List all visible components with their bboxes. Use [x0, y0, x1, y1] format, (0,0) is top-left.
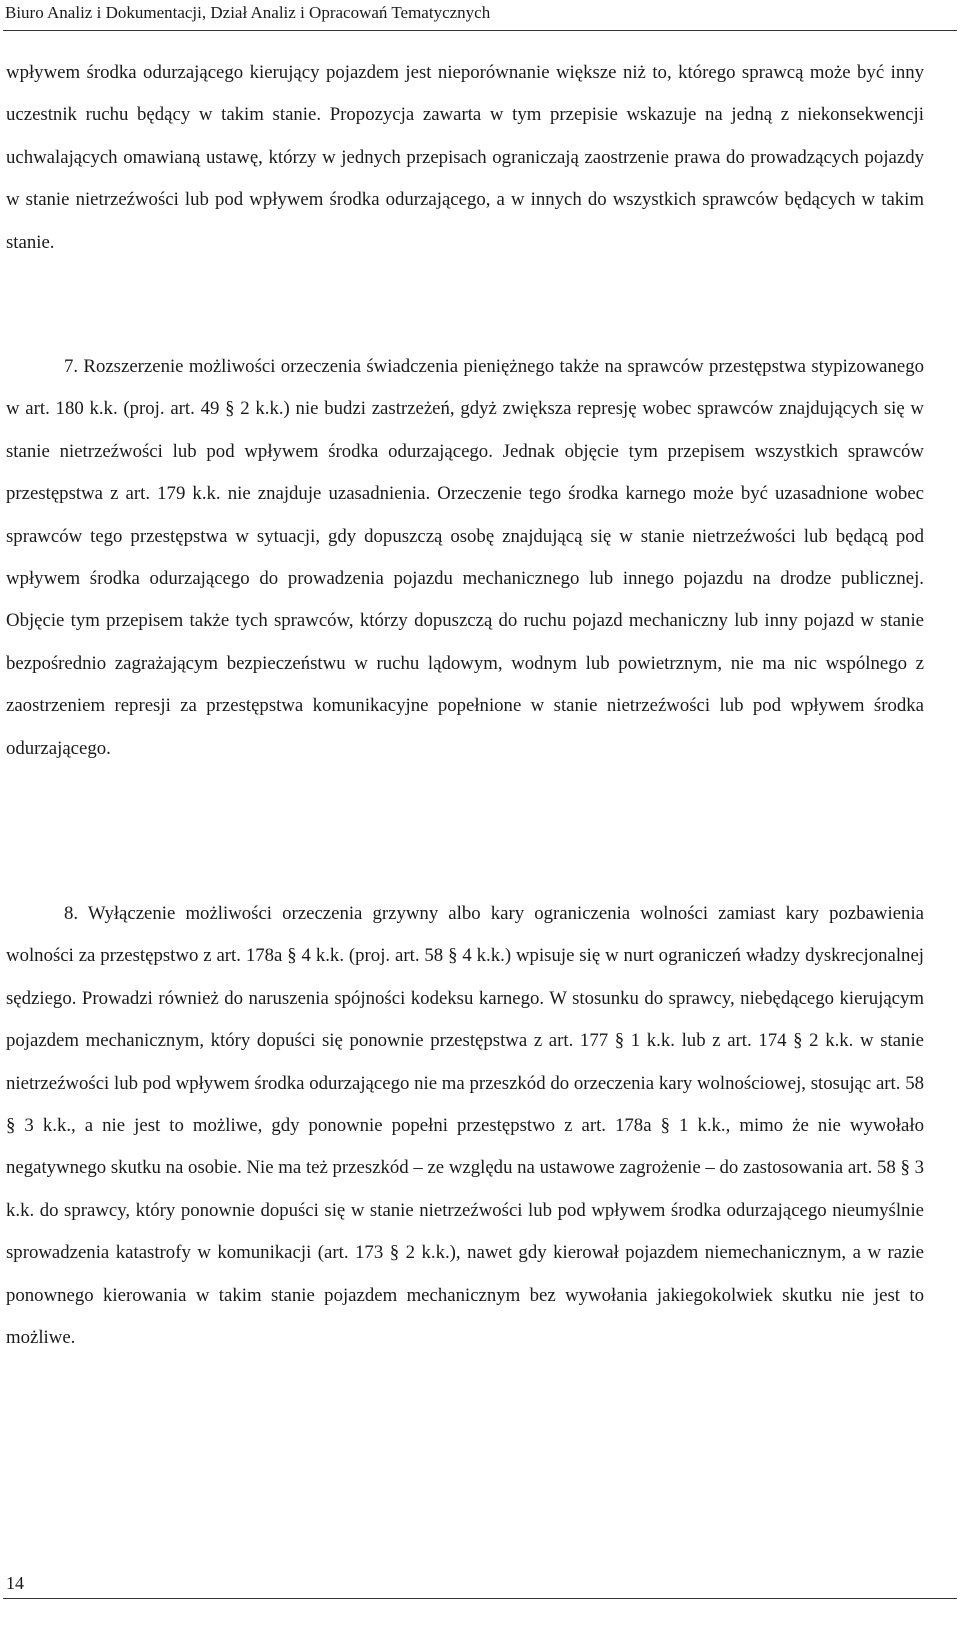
paragraph-point-7: 7. Rozszerzenie możliwości orzeczenia świadczenia pieniężnego także na sprawców przestępstwa stypizowanego w art. 180 k.k. (proj. art. 49 § 2 k.k.) nie budzi zastrzeżeń, gdyż zwiększa represję wobec sprawców znajdujących się w stanie nietrzeźwości lub pod wpływem środka odurzającego. Jednak objęcie tym przepisem wszystkich sprawców przestępstwa z art. 179 k.k. nie znajduje uzasadnienia. Orzeczenie tego środka karnego może być uzasadnione wobec sprawców tego przestępstwa w sytuacji, gdy dopuszczą osobę znajdującą się w stanie nietrzeźwości lub będącą pod wpływem środka odurzającego do prowadzenia pojazdu mechanicznego lub innego pojazdu na drodze publicznej. Objęcie tym przepisem także tych sprawców, którzy dopuszczą do ruchu pojazd mechaniczny lub inny pojazd w stanie bezpośrednio zagrażającym bezpieczeństwu w ruchu lądowym, wodnym lub powietrznym, nie ma nic wspólnego z zaostrzeniem represji za przestępstwa komunikacyjne popełnione w stanie nietrzeźwości lub pod wpływem środka odurzającego.	[6, 356, 924, 759]
page-header: Biuro Analiz i Dokumentacji, Dział Analiz i Opracowań Tematycznych	[5, 3, 491, 22]
footer-divider	[3, 1598, 957, 1599]
header-divider	[3, 30, 957, 31]
paragraph-continuation: wpływem środka odurzającego kierujący pojazdem jest nieporównanie większe niż to, którego sprawcą może być inny uczestnik ruchu będący w takim stanie. Propozycja zawarta w tym przepisie wskazuje na jedną z niekonsekwencji uchwalających omawianą ustawę, którzy w jednych przepisach ograniczają zaostrzenie prawa do prowadzących pojazdy w stanie nietrzeźwości lub pod wpływem środka odurzającego, a w innych do wszystkich sprawców będących w takim stanie.	[6, 62, 924, 253]
page-number: 14	[6, 1573, 24, 1593]
paragraph-point-8: 8. Wyłączenie możliwości orzeczenia grzywny albo kary ograniczenia wolności zamiast kary pozbawienia wolności za przestępstwo z art. 178a § 4 k.k. (proj. art. 58 § 4 k.k.) wpisuje się w nurt ograniczeń władzy dyskrecjonalnej sędziego. Prowadzi również do naruszenia spójności kodeksu karnego. W stosunku do sprawcy, niebędącego kierującym pojazdem mechanicznym, który dopuści się ponownie przestępstwa z art. 177 § 1 k.k. lub z art. 174 § 2 k.k. w stanie nietrzeźwości lub pod wpływem środka odurzającego nie ma przeszkód do orzeczenia kary wolnościowej, stosując art. 58 § 3 k.k., a nie jest to możliwe, gdy ponownie popełni przestępstwo z art. 178a § 1 k.k., mimo że nie wywołało negatywnego skutku na osobie. Nie ma też przeszkód – ze względu na ustawowe zagrożenie – do zastosowania art. 58 § 3 k.k. do sprawcy, który ponownie dopuści się w stanie nietrzeźwości lub pod wpływem środka odurzającego nieumyślnie sprowadzenia katastrofy w komunikacji (art. 173 § 2 k.k.), nawet gdy kierował pojazdem niemechanicznym, a w razie ponownego kierowania w takim stanie pojazdem mechanicznym bez wywołania jakiegokolwiek skutku nie jest to możliwe.	[6, 903, 924, 1349]
